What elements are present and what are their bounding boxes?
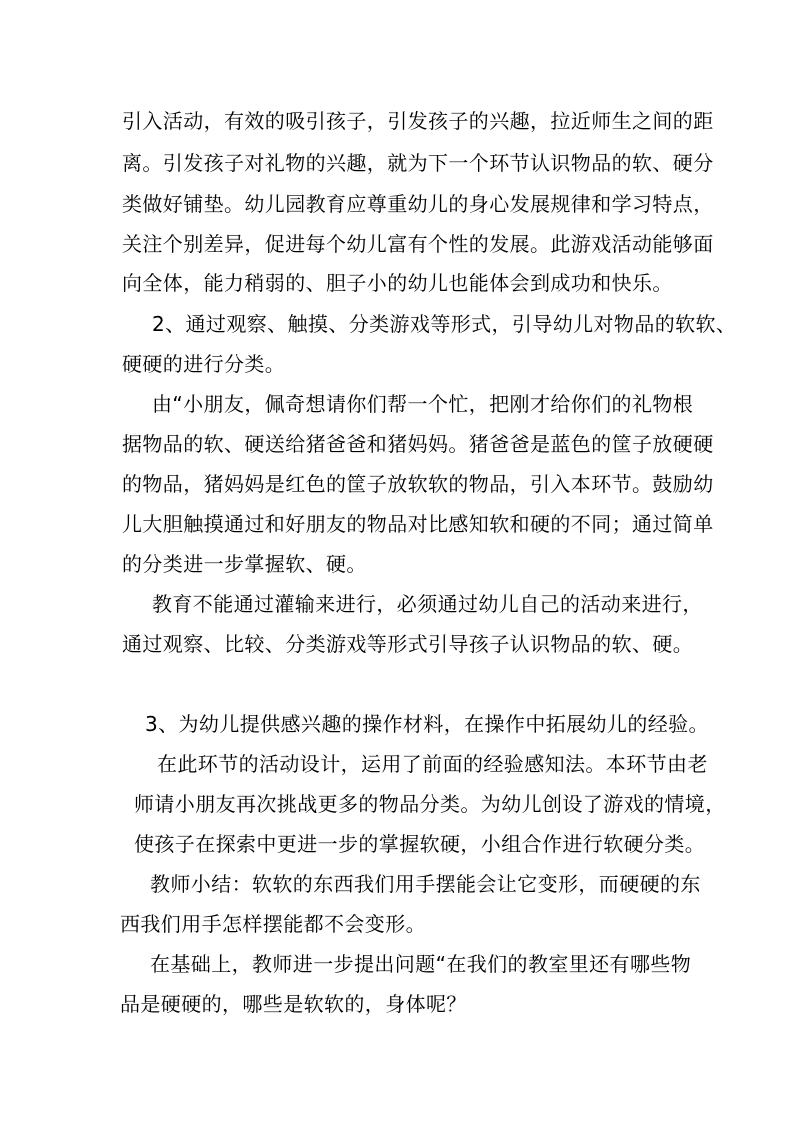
text-line: 教育不能通过灌输来进行，必须通过幼儿自己的活动来进行， [152,592,703,616]
text-line: 2、通过观察、触摸、分类游戏等形式，引导幼儿对物品的软软、 [152,312,737,336]
text-line: 由“小朋友，佩奇想请你们帮一个忙，把刚才给你们的礼物根 [152,392,694,416]
text-line: 离。引发孩子对礼物的兴趣，就为下一个环节认识物品的软、硬分 [122,151,714,175]
text-line: 通过观察、比较、分类游戏等形式引导孩子认识物品的软、硬。 [122,632,694,656]
text-line: 品是硬硬的，哪些是软软的，身体呢？ [120,992,467,1016]
text-line: 引入活动，有效的吸引孩子，引发孩子的兴趣，拉近师生之间的距 [122,109,714,133]
text-line: 3、为幼儿提供感兴趣的操作材料，在操作中拓展幼儿的经验。 [145,712,709,736]
text-line: 在基础上，教师进一步提出问题“在我们的教室里还有哪些物 [150,952,692,976]
text-line: 使孩子在探索中更进一步的掌握软硬，小组合作进行软硬分类。 [134,832,706,856]
text-line: 据物品的软、硬送给猪爸爸和猪妈妈。猪爸爸是蓝色的筐子放硬硬 [122,432,714,456]
text-line: 儿大胆触摸通过和好朋友的物品对比感知软和硬的不同；通过简单 [122,512,714,536]
text-line: 西我们用手怎样摆能都不会变形。 [120,912,426,936]
text-line: 关注个别差异，促进每个幼儿富有个性的发展。此游戏活动能够面 [122,232,714,256]
text-line: 向全体，能力稍弱的、胆子小的幼儿也能体会到成功和快乐。 [122,271,673,295]
text-line: 类做好铺垫。幼儿园教育应尊重幼儿的身心发展规律和学习特点， [122,192,714,216]
text-line: 教师小结：软软的东西我们用手摆能会让它变形，而硬硬的东 [150,872,701,896]
text-line: 硬硬的进行分类。 [122,352,286,376]
text-line: 的物品，猪妈妈是红色的筐子放软软的物品，引入本环节。鼓励幼 [122,472,714,496]
text-line: 的分类进一步掌握软、硬。 [122,552,367,576]
text-line: 在此环节的活动设计，运用了前面的经验感知法。本环节由老 [157,752,708,776]
text-line: 师请小朋友再次挑战更多的物品分类。为幼儿创设了游戏的情境， [134,792,726,816]
